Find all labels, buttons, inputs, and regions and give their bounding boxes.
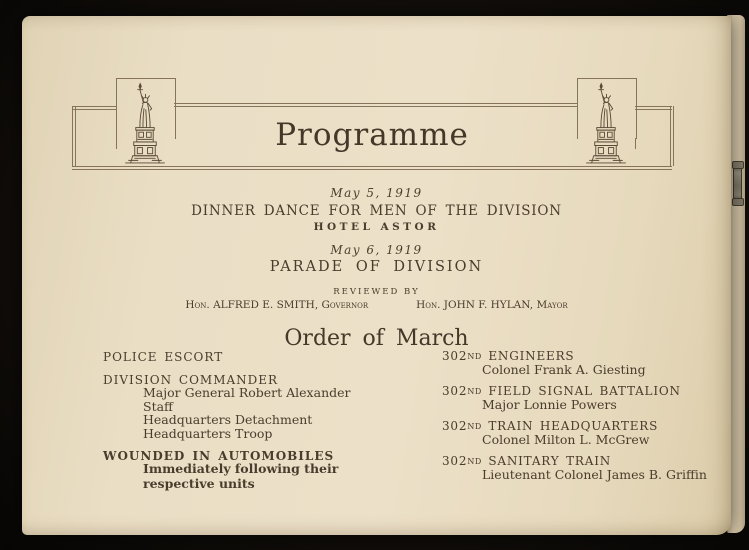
reviewer-name: ALFRED E. SMITH, — [213, 299, 319, 311]
reviewer-name: JOHN F. HYLAN, — [443, 299, 534, 311]
unit-ordinal: ND — [467, 352, 482, 361]
event-date: May 5, 1919 — [330, 186, 423, 200]
reviewer-title: Mayor — [536, 299, 568, 311]
unit-sub-item: Major General Robert Alexander — [143, 385, 351, 400]
event-name: DINNER DANCE FOR MEN OF THE DIVISION — [191, 203, 562, 219]
unit-name: SANITARY TRAIN — [488, 454, 612, 468]
march-right-column — [442, 350, 722, 490]
march-unit — [442, 455, 722, 481]
march-unit — [442, 350, 722, 376]
unit-title: WOUNDED IN AUTOMOBILES — [103, 449, 335, 464]
honorific: Hon. — [416, 299, 441, 311]
unit-name: TRAIN HEADQUARTERS — [488, 419, 659, 433]
frame-line — [72, 166, 672, 170]
events-section — [22, 186, 731, 312]
binding-clip-icon — [733, 163, 742, 204]
event-date: May 6, 1919 — [330, 243, 423, 257]
unit-officer: Colonel Frank A. Giesting — [482, 362, 646, 377]
unit-name: FIELD SIGNAL BATTALION — [488, 384, 681, 398]
unit-ordinal: ND — [467, 457, 482, 466]
event-venue: HOTEL ASTOR — [313, 221, 440, 233]
honorific: Hon. — [185, 299, 210, 311]
unit-number: 302 — [442, 419, 468, 433]
unit-officer: Colonel Milton L. McGrew — [482, 432, 650, 447]
unit-sub-item: Headquarters Detachment — [143, 412, 313, 428]
march-unit — [442, 420, 722, 446]
reviewer-title: Governor — [321, 299, 369, 311]
unit-sub-item: Staff — [143, 398, 173, 414]
unit-title: DIVISION COMMANDER — [103, 373, 279, 387]
order-of-march-heading: Order of March — [284, 326, 469, 351]
unit-number: 302 — [442, 454, 468, 468]
page-title: Programme — [275, 117, 469, 153]
reviewed-by-label: REVIEWED BY — [333, 287, 420, 297]
march-left-column — [103, 350, 413, 492]
march-unit — [442, 385, 722, 411]
unit-name: ENGINEERS — [488, 349, 575, 363]
event-name: PARADE OF DIVISION — [269, 259, 484, 275]
unit-officer: Lieutenant Colonel James B. Griffin — [482, 467, 707, 482]
unit-number: 302 — [442, 384, 468, 398]
programme-page — [22, 16, 731, 535]
unit-sub-item: Immediately following their respective units — [143, 461, 339, 491]
unit-ordinal: ND — [467, 422, 482, 431]
unit-number: 302 — [442, 349, 468, 363]
reviewer-governor — [185, 299, 368, 312]
unit-sub-item: Headquarters Troop — [143, 425, 273, 441]
unit-ordinal: ND — [467, 387, 482, 396]
unit-title: POLICE ESCORT — [103, 350, 224, 364]
reviewer-mayor — [416, 299, 568, 312]
reviewers-row — [22, 299, 731, 312]
unit-officer: Major Lonnie Powers — [482, 397, 617, 412]
